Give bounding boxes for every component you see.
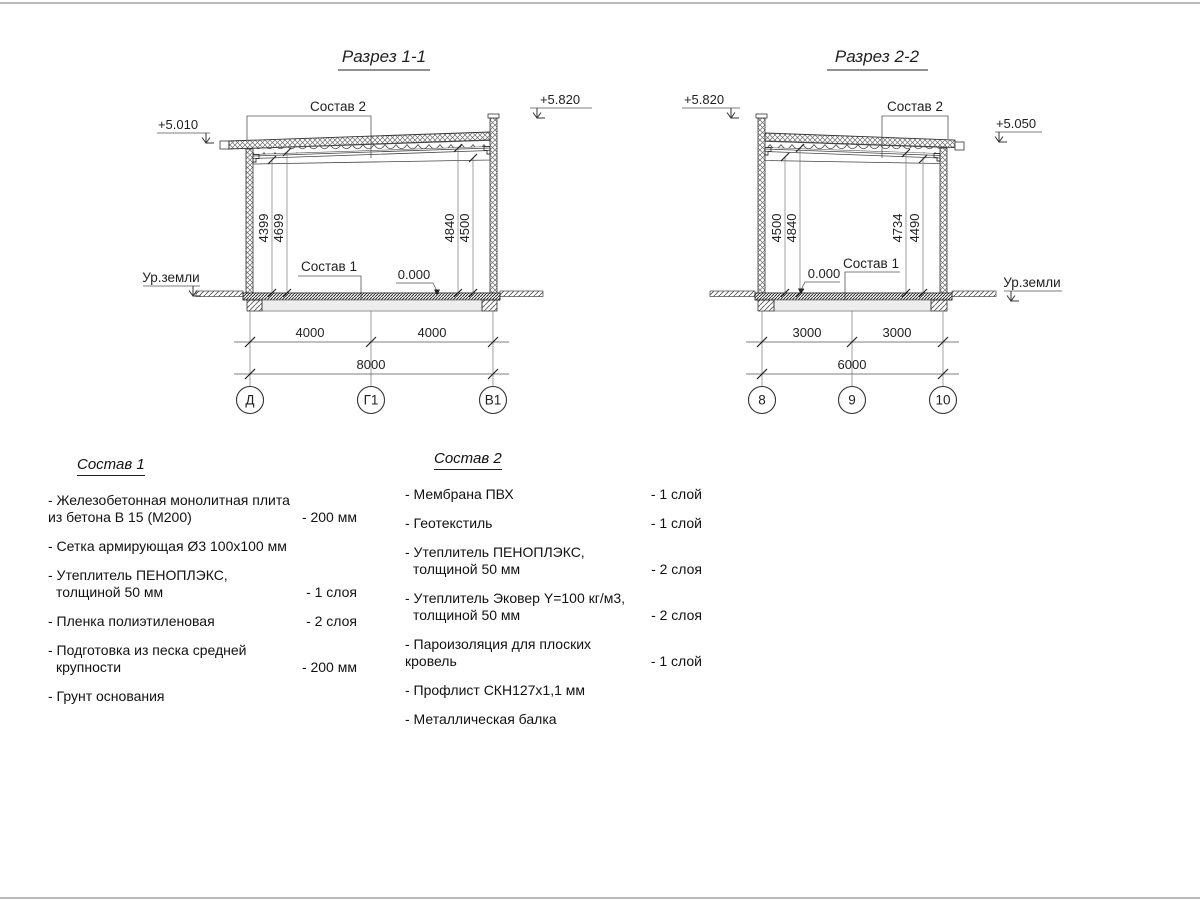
foundation-block-left: [247, 300, 262, 311]
section-1-1: [142, 47, 592, 414]
section-title: Разрез 1-1: [341, 47, 427, 66]
material-line: - Пароизоляция для плоских кровель: [405, 636, 592, 669]
zero-level-label: 0.000: [397, 267, 431, 282]
material-line: - Подготовка из песка средней: [48, 642, 247, 658]
material-item: [48, 642, 357, 676]
foundation-block-right: [482, 300, 497, 311]
ground-arrow-icon: [1007, 291, 1019, 301]
dim-l1-label: 4399: [256, 213, 271, 243]
material-value: - 1 слоя: [306, 584, 357, 600]
parapet-cap: [756, 114, 767, 118]
material-line: толщиной 50 мм: [413, 561, 521, 577]
extension-lines: [250, 311, 493, 386]
roof-edge-cap: [955, 142, 964, 150]
material-item: [405, 544, 702, 578]
composition-2-legend: [405, 450, 702, 740]
material-value: - 2 слоя: [306, 613, 357, 629]
underlay-band: [262, 300, 482, 311]
ground-level-label: Ур.земли: [1003, 275, 1061, 290]
foundation-block-left: [758, 300, 774, 311]
material-item: [405, 682, 702, 699]
composition-1-title: Состав 1: [77, 456, 145, 476]
dim-r1-label: 4734: [890, 213, 905, 243]
material-item: [405, 590, 702, 624]
elev-arrow-icon: [995, 132, 1007, 142]
span2-label: 4000: [417, 325, 447, 340]
axis3-label: 10: [935, 392, 951, 408]
zero-leader: [396, 283, 437, 291]
elev-arrow-icon: [533, 108, 545, 118]
material-line: - Металлическая балка: [405, 711, 557, 727]
blind-area-right: [952, 291, 996, 297]
roof-edge-cap: [220, 141, 229, 149]
dim-l1-label: 4500: [769, 213, 784, 243]
left-wall: [758, 118, 765, 293]
dim-ticks-inner: [781, 144, 927, 297]
span1-label: 4000: [295, 325, 325, 340]
composition-2-title: Состав 2: [434, 450, 502, 470]
elev-right-label: +5.820: [539, 92, 581, 107]
material-line: крупности: [56, 659, 122, 675]
material-line: - Утеплитель Эковер Y=100 кг/м3,: [405, 590, 626, 606]
sections-canvas: [0, 0, 1200, 440]
dim-r2-label: 4500: [457, 213, 472, 243]
sheet-bottom-rule: [0, 897, 1200, 899]
material-value: - 2 слоя: [651, 607, 702, 623]
floor-comp-label: Состав 1: [843, 256, 899, 271]
material-line: - Грунт основания: [48, 688, 165, 704]
floor-slab: [243, 293, 500, 300]
axis3-label: В1: [484, 392, 502, 408]
total-dim-label: 8000: [356, 357, 386, 372]
elev-left-label: +5.820: [683, 92, 725, 107]
material-value: - 2 слоя: [651, 561, 702, 577]
axis1-label: 8: [758, 392, 766, 408]
dim-l2-label: 4840: [784, 213, 799, 243]
span1-label: 3000: [792, 325, 822, 340]
material-line: толщиной 50 мм: [413, 607, 521, 623]
roof-comp-label: Состав 2: [887, 99, 943, 114]
material-item: [48, 613, 357, 630]
material-line: - Геотекстиль: [405, 515, 493, 531]
elev-left-label: +5.010: [157, 117, 199, 132]
axis2-label: 9: [848, 392, 856, 408]
material-item: [405, 486, 702, 503]
right-wall: [490, 118, 497, 293]
section-2-2: [682, 47, 1062, 414]
parapet-cap: [488, 114, 499, 118]
zero-level-label: 0.000: [807, 266, 841, 281]
material-item: [405, 711, 702, 728]
blind-area-right: [500, 291, 543, 297]
dim-r1-label: 4840: [442, 213, 457, 243]
total-dim-label: 6000: [837, 357, 867, 372]
material-value: - 200 мм: [301, 659, 357, 675]
material-value: - 1 слой: [650, 486, 702, 502]
material-line: - Железобетонная монолитная плита: [48, 492, 290, 508]
dim-l2-label: 4699: [271, 213, 286, 243]
material-value: - 1 слой: [650, 515, 702, 531]
axis1-label: Д: [245, 392, 255, 408]
elev-arrow-icon: [727, 108, 739, 118]
material-value: - 200 мм: [301, 509, 357, 525]
material-item: [405, 636, 702, 670]
material-line: - Утеплитель ПЕНОПЛЭКС,: [405, 544, 585, 560]
material-item: [48, 538, 357, 555]
dim-r2-label: 4490: [907, 213, 922, 243]
right-wall: [940, 148, 947, 293]
material-line: - Утеплитель ПЕНОПЛЭКС,: [48, 567, 228, 583]
material-line: - Пленка полиэтиленовая: [48, 613, 215, 629]
extension-lines: [762, 311, 943, 386]
material-line: - Сетка армирующая Ø3 100х100 мм: [48, 538, 287, 554]
material-item: [48, 688, 357, 705]
span2-label: 3000: [882, 325, 912, 340]
left-wall: [246, 149, 253, 293]
material-value: - 1 слой: [650, 653, 702, 669]
material-line: - Профлист СКН127х1,1 мм: [405, 682, 586, 698]
zero-leader: [801, 282, 840, 290]
material-line: из бетона В 15 (М200): [48, 509, 192, 525]
elev-right-label: +5.050: [995, 116, 1037, 131]
floor-comp-label: Состав 1: [301, 259, 357, 274]
material-item: [48, 567, 357, 601]
material-line: толщиной 50 мм: [56, 584, 164, 600]
material-line: - Мембрана ПВХ: [405, 486, 514, 502]
blind-area-left: [196, 291, 243, 297]
underlay-band: [774, 300, 931, 311]
axis2-label: Г1: [363, 392, 379, 408]
blind-area-left: [710, 291, 755, 297]
material-item: [48, 492, 357, 526]
roof-comp-label: Состав 2: [310, 99, 366, 114]
floor-slab: [755, 293, 952, 300]
composition-1-legend: [48, 456, 357, 717]
foundation-block-right: [931, 300, 947, 311]
elev-arrow-icon: [202, 133, 214, 143]
ground-level-label: Ур.земли: [142, 270, 200, 285]
material-item: [405, 515, 702, 532]
section-title: Разрез 2-2: [834, 47, 920, 66]
